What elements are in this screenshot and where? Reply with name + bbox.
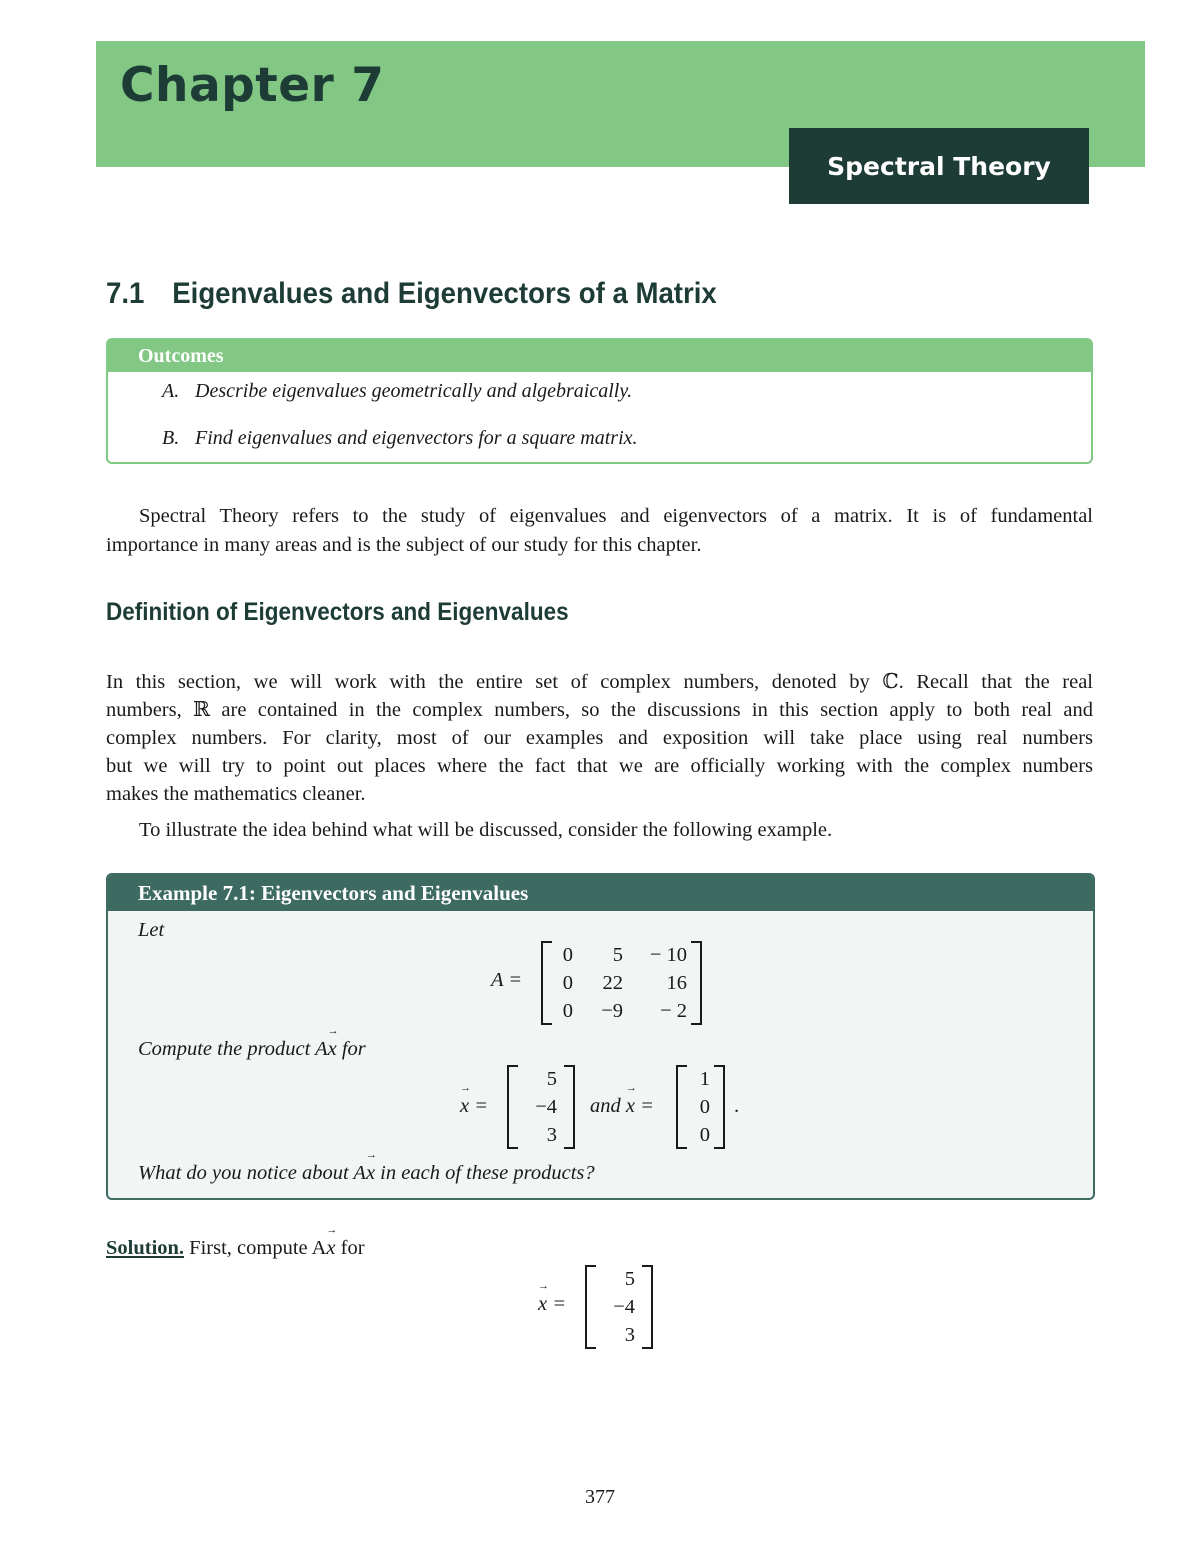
vector-1	[507, 1065, 575, 1149]
question-suffix: in each of these products?	[380, 1162, 595, 1184]
bracket-left	[585, 1265, 596, 1349]
definition-line: In this section, we will work with the entire set of complex numbers, denoted by ℂ. Recall that the real	[106, 671, 1093, 693]
solution-line	[106, 1237, 365, 1260]
equals-sign: =	[474, 1095, 489, 1117]
and-x-label	[590, 1095, 654, 1118]
and-label: and	[590, 1095, 621, 1117]
vector-cell: −4	[613, 1296, 635, 1318]
definition-line: numbers, ℝ are contained in the complex numbers, so the discussions in this section apply to both real and	[106, 699, 1093, 721]
equals-sign: =	[640, 1095, 654, 1117]
bracket-right	[642, 1265, 653, 1349]
vector-cell: 1	[699, 1068, 710, 1090]
vector-cell: 5	[624, 1268, 635, 1290]
solution-prefix: First, compute A	[189, 1237, 327, 1259]
solution-label: Solution.	[106, 1237, 185, 1259]
outcome-label: B.	[162, 427, 180, 449]
intro-paragraph-line1: Spectral Theory refers to the study of eigenvalues and eigenvectors of a matrix. It is of fundamental	[139, 505, 1093, 527]
outcome-item	[162, 380, 632, 403]
chapter-subtitle: Spectral Theory	[827, 151, 1051, 181]
definition-line: makes the mathematics cleaner.	[106, 783, 366, 805]
example-heading: Example 7.1: Eigenvectors and Eigenvalues	[108, 875, 1093, 911]
page-number: 377	[585, 1486, 615, 1508]
vector-cell: 0	[699, 1124, 710, 1146]
intro-paragraph-line2: importance in many areas and is the subject of our study for this chapter.	[106, 534, 702, 556]
compute-prefix: Compute the product A	[138, 1038, 328, 1060]
bracket-left	[541, 941, 552, 1025]
matrix-cell: 16	[666, 972, 687, 994]
outcome-label: A.	[162, 380, 180, 402]
vector-cell: −4	[535, 1096, 557, 1118]
outcomes-box	[106, 338, 1093, 464]
example-question	[138, 1162, 595, 1185]
illustrate-line: To illustrate the idea behind what will be discussed, consider the following example.	[139, 819, 833, 841]
subsection-heading: Definition of Eigenvectors and Eigenvalues	[106, 598, 569, 626]
example-compute	[138, 1038, 366, 1061]
matrix-cell: −9	[601, 1000, 623, 1022]
bracket-left	[507, 1065, 518, 1149]
bracket-right	[691, 941, 702, 1025]
section-number: 7.1	[106, 277, 145, 310]
vector-2	[676, 1065, 725, 1149]
outcome-text: Describe eigenvalues geometrically and algebraically.	[195, 380, 633, 402]
matrix-cell: 0	[562, 944, 573, 966]
bracket-left	[676, 1065, 687, 1149]
matrix-cell: 22	[602, 972, 623, 994]
outcome-item	[162, 427, 638, 450]
vector-cell: 5	[546, 1068, 557, 1090]
section-heading	[106, 274, 717, 314]
vector-x: → x	[328, 1038, 337, 1061]
vector-x: → x	[626, 1095, 635, 1118]
vector-x-label	[460, 1095, 488, 1118]
example-box	[106, 873, 1095, 1200]
matrix-cell: − 10	[649, 944, 687, 966]
matrix-cell: 0	[562, 1000, 573, 1022]
definition-line: but we will try to point out places where the fact that we are officially working with the complex numbers	[106, 755, 1093, 777]
period: .	[734, 1095, 740, 1117]
vector-cell: 3	[546, 1124, 557, 1146]
solution-vector	[585, 1265, 653, 1349]
vector-cell: 0	[699, 1096, 710, 1118]
chapter-subtitle-box	[789, 128, 1089, 204]
vector-x: → x	[538, 1293, 547, 1316]
matrix-cell: 5	[612, 944, 623, 966]
vector-x: → x	[326, 1237, 335, 1260]
bracket-right	[714, 1065, 725, 1149]
matrix-cell: 0	[562, 972, 573, 994]
solution-x-label	[538, 1293, 566, 1316]
matrix-a	[541, 941, 702, 1025]
solution-suffix: for	[340, 1237, 365, 1259]
section-title: Eigenvalues and Eigenvectors of a Matrix	[172, 277, 717, 310]
definition-line: complex numbers. For clarity, most of our examples and exposition will take place using real numbers	[106, 727, 1093, 749]
equals-sign: =	[552, 1293, 567, 1315]
matrix-a-label: A =	[491, 969, 523, 991]
vector-x: → x	[366, 1162, 375, 1185]
example-let: Let	[138, 919, 165, 941]
bracket-right	[564, 1065, 575, 1149]
compute-suffix: for	[341, 1038, 366, 1060]
question-prefix: What do you notice about A	[138, 1162, 366, 1184]
outcomes-heading: Outcomes	[108, 340, 1091, 372]
vector-cell: 3	[624, 1324, 635, 1346]
chapter-title: Chapter 7	[120, 58, 385, 113]
outcome-text: Find eigenvalues and eigenvectors for a square matrix.	[195, 427, 638, 449]
vector-x: → x	[460, 1095, 469, 1118]
matrix-cell: − 2	[660, 1000, 687, 1022]
